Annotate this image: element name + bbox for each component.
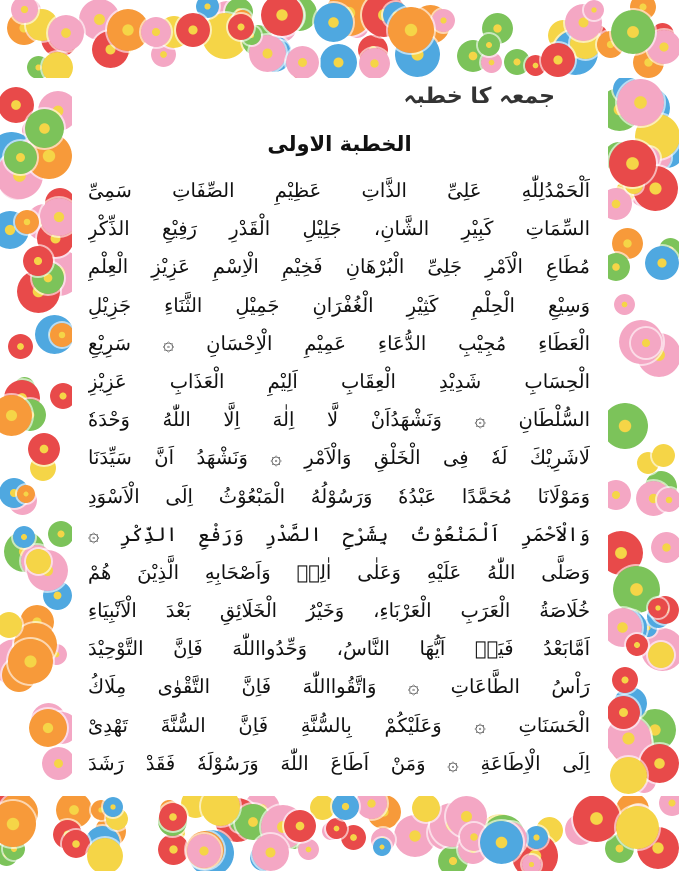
flower-decoration bbox=[631, 328, 661, 358]
khutbah-line: وَمَوْلَانَا مُحَمَّدًا عَبْدُهٗ وَرَسُوْلُهُ الْمَبْعُوْثُ اِلَی الْاَسْوَدِ bbox=[88, 484, 590, 508]
flower-decoration bbox=[42, 52, 73, 78]
flower-decoration bbox=[13, 526, 35, 548]
flower-decoration bbox=[26, 549, 51, 574]
flower-decoration bbox=[584, 0, 604, 20]
flower-decoration bbox=[612, 667, 638, 693]
flower-decoration bbox=[320, 44, 357, 78]
flower-decoration bbox=[50, 323, 72, 347]
flower-decoration bbox=[648, 642, 674, 668]
flower-decoration bbox=[478, 34, 500, 56]
flower-decoration bbox=[645, 246, 679, 280]
flower-decoration bbox=[541, 43, 575, 77]
floral-border-top bbox=[0, 0, 679, 78]
khutbah-line: وَسِیْعِ الْحِلْمِ كَثِیْرِ الْغُفْرَانِ جَمِیْلِ الثَّنَاءِ جَزِیْلِ bbox=[88, 293, 590, 317]
khutbah-line: اَلْحَمْدُلِلّٰهِ عَلِیِّ الذَّاتِ عَظِیْمِ الصِّفَاتِ سَمِیِّ bbox=[88, 179, 590, 202]
flower-decoration bbox=[314, 3, 353, 42]
flower-decoration bbox=[659, 796, 679, 816]
khutbah-line: الْحَسَنَاتِ ۞ وَعَلَیْكُمْ بِالسُّنَّةِ فَاِنَّ السُّنَّةَ تَهْدِیْ bbox=[88, 713, 590, 737]
khutbah-line: خُلَاصَةُ الْعَرَبِ الْعَرْبَاءِ، وَخَیْرُ الْخَلَائِقِ بَعْدَ الْاَنْبِیَاءِ bbox=[88, 599, 590, 623]
floral-border-bottom bbox=[0, 796, 679, 871]
flower-decoration bbox=[388, 7, 434, 53]
khutbah-line: مُطَاعِ الْاَمْرِ جَلِیِّ الْبُرْهَانِ فَخِیْمِ الْاِسْمِ عَزِیْزِ الْعِلْمِ bbox=[88, 255, 590, 279]
flower-decoration bbox=[141, 17, 171, 47]
flower-decoration bbox=[40, 198, 73, 236]
flower-decoration bbox=[608, 403, 648, 449]
page-title-arabic: الخطبة الاولی bbox=[267, 132, 412, 156]
flower-decoration bbox=[614, 294, 635, 315]
flower-decoration bbox=[187, 834, 221, 868]
flower-decoration bbox=[522, 855, 541, 871]
flower-decoration bbox=[42, 747, 72, 780]
flower-decoration bbox=[50, 383, 73, 409]
flower-decoration bbox=[284, 810, 316, 842]
flower-decoration bbox=[657, 488, 679, 512]
khutbah-line: رَاْسُ الطَّاعَاتِ ۞ وَاتَّقُوااللّٰهَ فَاِنَّ التَّقْوٰی مِلَاكُ bbox=[88, 675, 590, 699]
flower-decoration bbox=[87, 838, 123, 871]
flower-decoration bbox=[176, 13, 210, 47]
flower-decoration bbox=[103, 797, 123, 817]
flower-decoration bbox=[608, 253, 630, 281]
flower-decoration bbox=[23, 246, 53, 276]
flower-decoration bbox=[8, 334, 33, 359]
flower-decoration bbox=[228, 14, 254, 40]
flower-decoration bbox=[28, 433, 60, 465]
flower-decoration bbox=[373, 838, 391, 856]
flower-decoration bbox=[48, 521, 73, 547]
flower-decoration bbox=[648, 598, 668, 618]
khutbah-line: الْحِسَابِ شَدِیْدِ الْعِقَابِ اَلِیْمِ الْعَذَابِ عَزِیْزِ bbox=[88, 369, 590, 393]
flower-decoration bbox=[651, 532, 679, 563]
flower-decoration bbox=[611, 10, 655, 54]
flower-decoration bbox=[15, 210, 39, 234]
flower-decoration bbox=[608, 480, 631, 510]
khutbah-line: الْعَطَاءِ مُجِیْبِ الدُّعَاءِ عَمِیْمِ الْاِحْسَانِ ۞ سَرِیْعِ bbox=[88, 331, 590, 355]
flower-decoration bbox=[610, 757, 647, 794]
flower-decoration bbox=[261, 0, 303, 36]
flower-decoration bbox=[62, 830, 90, 858]
khutbah-line: وَالْاَحْمَرِ اَلْمَنْعُوْتُ بِشَرْحِ الصَّدْرِ وَرَفْعِ الذِّكْرِ ۞ bbox=[88, 522, 590, 546]
flower-decoration bbox=[310, 796, 335, 820]
flower-decoration bbox=[48, 15, 84, 51]
khutbah-text bbox=[88, 172, 590, 783]
flower-decoration bbox=[286, 46, 319, 78]
flower-decoration bbox=[158, 834, 189, 865]
flower-decoration bbox=[0, 612, 22, 638]
flower-decoration bbox=[626, 634, 648, 656]
khutbah-line: السُّلْطَانِ ۞ وَنَشْهَدُاَنْ لَّا اِلٰهَ اِلَّا اللّٰهُ وَحْدَهٗ bbox=[88, 408, 590, 432]
khutbah-line: اِلَی الْاِطَاعَةِ ۞ وَمَنْ اَطَاعَ اللّٰهَ وَرَسُوْلَهٗ فَقَدْ رَشَدَ bbox=[88, 751, 590, 775]
flower-decoration bbox=[608, 696, 640, 729]
khutbah-line: وَصَلَّی اللّٰهُ عَلَیْهِ وَعَلٰی اٰلِهٖ وَاَصْحَابِهِ الَّذِیْنَ هُمْ bbox=[88, 560, 590, 584]
flower-decoration bbox=[252, 834, 289, 871]
floral-border-left bbox=[0, 78, 72, 796]
flower-decoration bbox=[652, 444, 675, 467]
flower-decoration bbox=[332, 796, 359, 820]
floral-border-right bbox=[608, 78, 679, 796]
flower-decoration bbox=[359, 48, 390, 78]
flower-decoration bbox=[326, 818, 347, 839]
flower-decoration bbox=[8, 639, 53, 684]
flower-decoration bbox=[29, 709, 67, 747]
khutbah-line: السِّمَاتِ كَبِیْرِ الشَّانِ، جَلِیْلِ الْقَدْرِ رَفِیْعِ الذِّكْرِ bbox=[88, 217, 590, 241]
flower-decoration bbox=[159, 803, 187, 831]
flower-decoration bbox=[17, 485, 35, 503]
flower-decoration bbox=[432, 9, 455, 32]
khutbah-line: لَاشَرِیْكَ لَهٗ فِی الْخَلْقِ وَالْاَمْرِ ۞ وَنَشْهَدُ اَنَّ سَیِّدَنَا bbox=[88, 446, 590, 470]
khutbah-line: اَمَّابَعْدُ فَیَاۤ اَیُّهَا النَّاسُ، وَحِّدُوااللّٰهَ فَاِنَّ التَّوْحِیْدَ bbox=[88, 637, 590, 661]
page-title-urdu: جمعہ کا خطبہ bbox=[403, 84, 555, 109]
